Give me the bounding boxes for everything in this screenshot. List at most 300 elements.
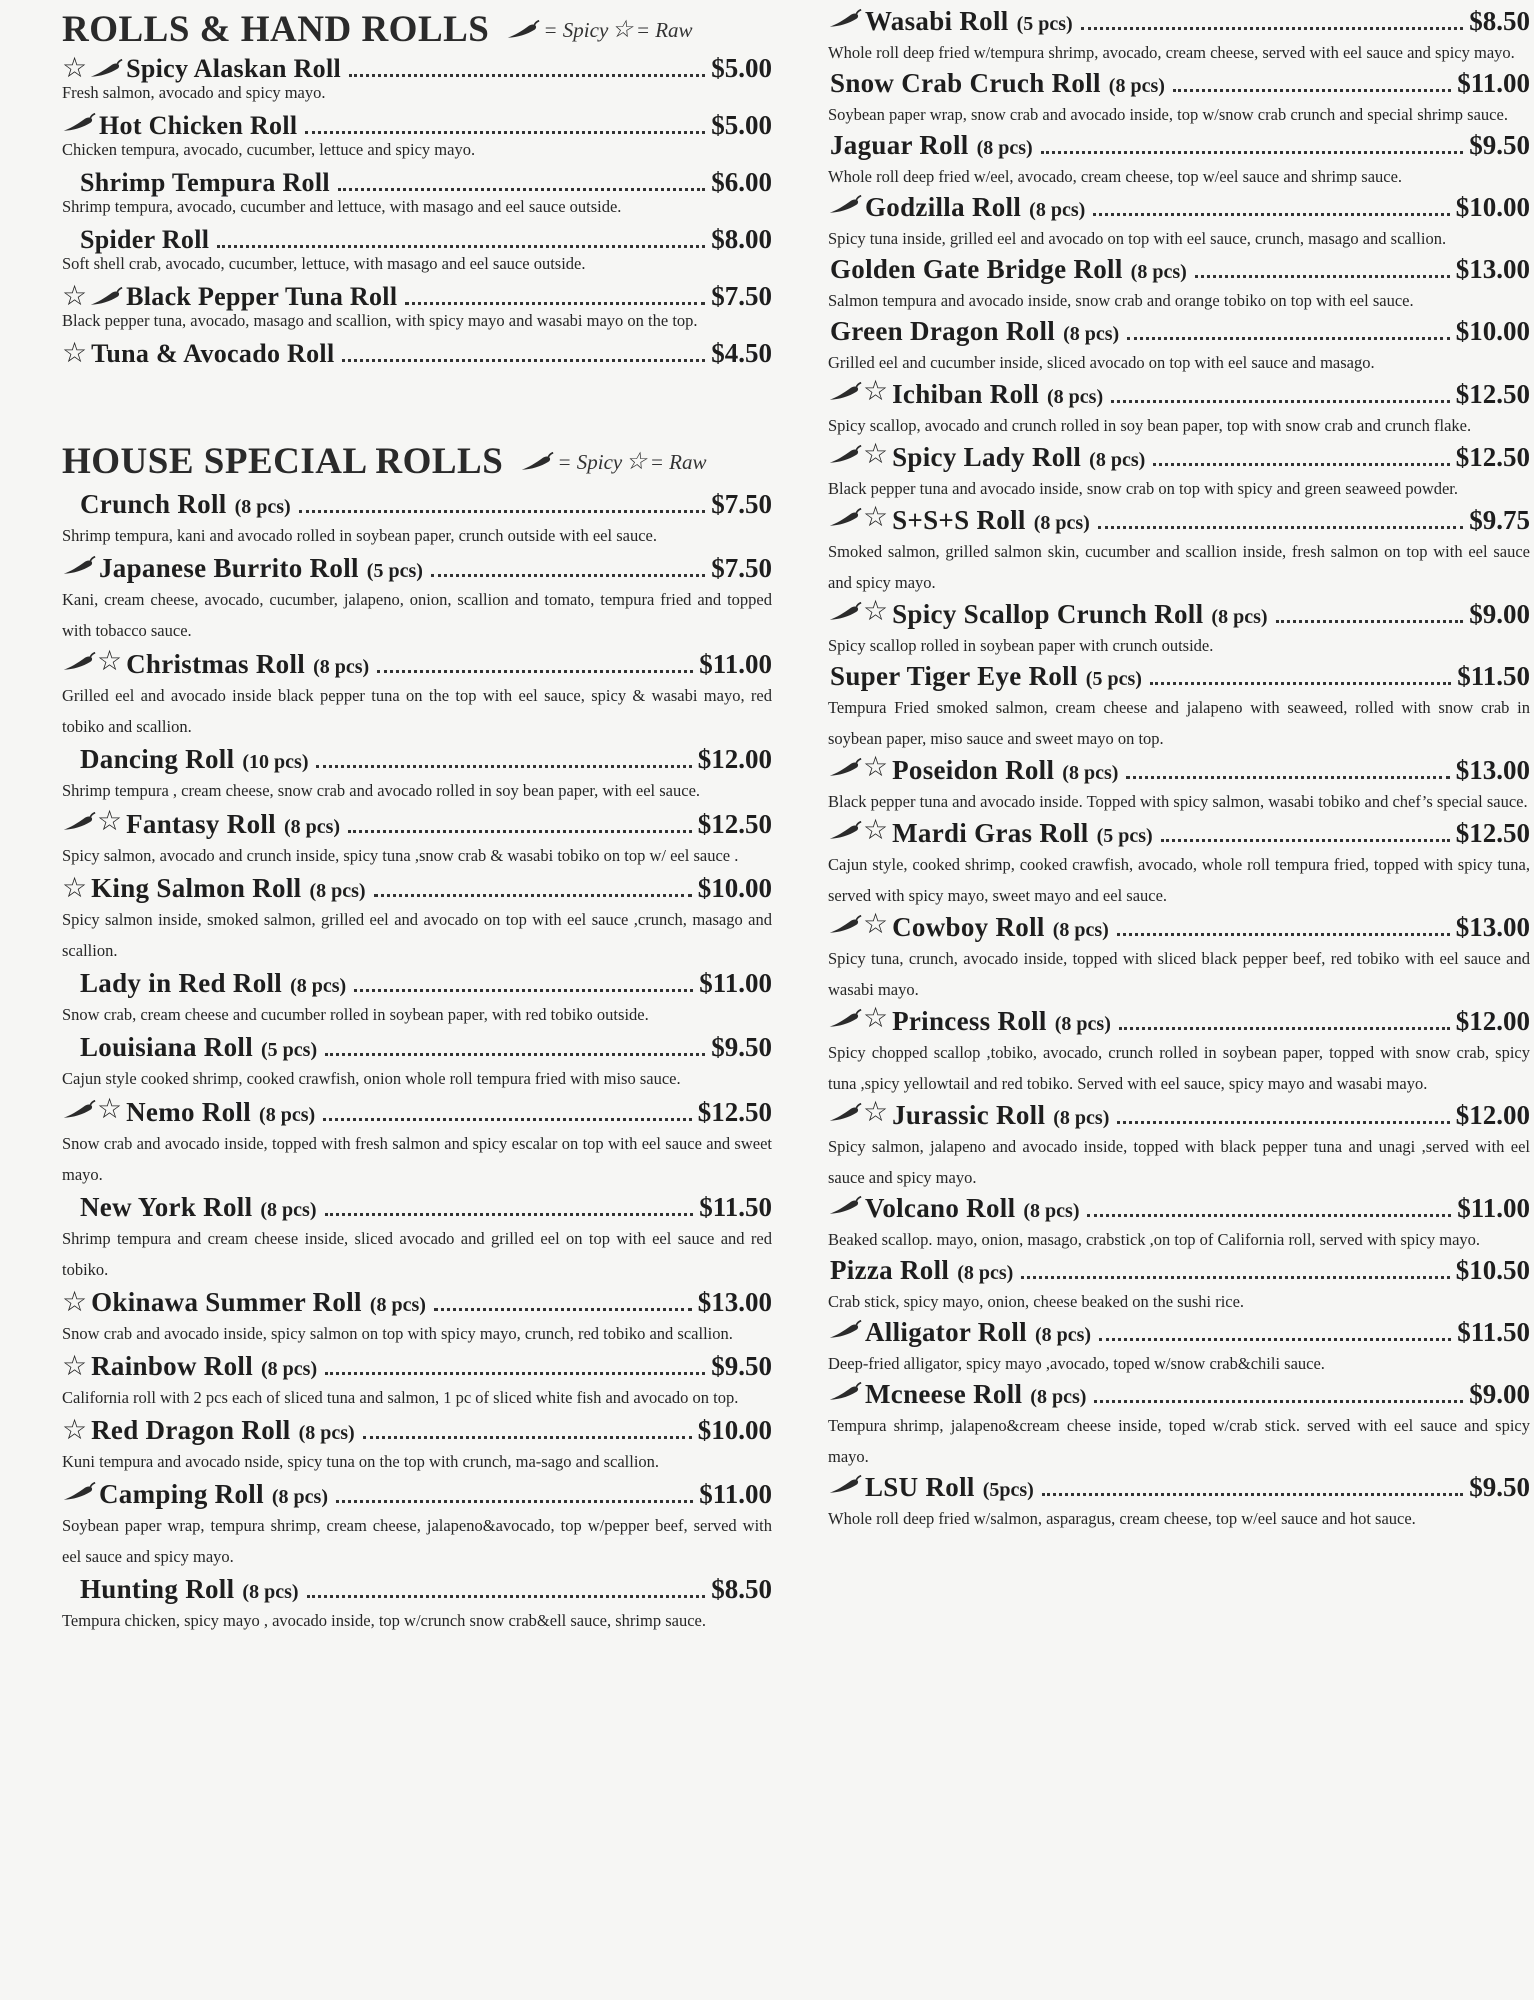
item-pieces: (5 pcs) <box>1016 13 1073 35</box>
item-title-row <box>62 968 772 999</box>
item-name: Hot Chicken Roll <box>99 111 298 140</box>
item-badges <box>62 55 124 83</box>
menu-item-nemo-roll <box>62 1096 772 1190</box>
item-pieces: (8 pcs) <box>1033 512 1090 534</box>
menu-item-japanese-burrito-roll <box>62 553 772 646</box>
item-badges <box>828 1005 890 1033</box>
item-description: Chicken tempura, avocado, cucumber, lettuce and spicy mayo. <box>62 140 476 159</box>
item-name: Spicy Lady Roll <box>892 442 1082 472</box>
legend-raw-label: = Raw <box>649 449 707 474</box>
item-price: $9.50 <box>711 1032 772 1062</box>
item-price: $13.00 <box>1455 912 1530 942</box>
section-heading <box>62 8 772 51</box>
star-icon: ☆ <box>62 873 88 904</box>
section-title: ROLLS & HAND ROLLS <box>62 9 490 50</box>
item-name: Crunch Roll <box>80 489 227 519</box>
dot-leader <box>325 1213 694 1216</box>
item-description: Beaked scallop. mayo, onion, masago, crabstick ,on top of California roll, served with spicy mayo. <box>828 1230 1481 1249</box>
item-name: S+S+S Roll <box>892 505 1026 535</box>
star-icon: ☆ <box>863 752 889 783</box>
item-title-row <box>62 1192 772 1223</box>
menu-item-alligator-roll <box>828 1317 1530 1379</box>
item-name: Louisiana Roll <box>80 1032 254 1062</box>
item-price: $13.00 <box>1455 254 1530 284</box>
dot-leader <box>299 510 706 513</box>
star-icon: ☆ <box>97 1094 123 1125</box>
item-title-row <box>828 1379 1530 1410</box>
item-name: Spider Roll <box>80 225 210 254</box>
item-pieces: (10 pcs) <box>242 751 309 773</box>
item-pieces: (5 pcs) <box>261 1039 318 1061</box>
item-price: $7.50 <box>711 553 772 583</box>
item-title-row <box>828 1472 1530 1503</box>
item-title-row <box>828 1317 1530 1348</box>
dot-leader <box>1093 213 1449 216</box>
item-badges <box>62 1481 97 1503</box>
menu-item-hot-chicken-roll <box>62 110 772 161</box>
item-name: Rainbow Roll <box>91 1351 253 1381</box>
dot-leader <box>1098 526 1463 529</box>
item-title-row <box>62 648 772 680</box>
menu-item-mcneese-roll <box>828 1379 1530 1472</box>
item-name: Lady in Red Roll <box>80 968 283 998</box>
menu-item-dancing-roll <box>62 744 772 806</box>
item-price: $6.00 <box>711 167 772 197</box>
dot-leader <box>217 245 705 248</box>
dot-leader <box>338 188 705 191</box>
menu-item-new-york-roll <box>62 1192 772 1285</box>
item-title-row <box>828 1255 1530 1286</box>
star-icon: ☆ <box>863 1097 889 1128</box>
item-title-row <box>62 1351 772 1382</box>
star-icon: ☆ <box>625 449 647 475</box>
star-icon: ☆ <box>863 909 889 940</box>
item-pieces: (5pcs) <box>982 1479 1034 1501</box>
item-price: $9.00 <box>1469 1379 1530 1409</box>
item-name: Green Dragon Roll <box>830 316 1056 346</box>
item-description: Spicy tuna, crunch, avocado inside, topped with sliced black pepper beef, red tobiko with eel sauce and wasabi mayo. <box>828 949 1530 999</box>
dot-leader <box>1111 400 1450 403</box>
item-price: $11.00 <box>699 1479 772 1509</box>
item-title-row <box>828 192 1530 223</box>
item-title-row <box>828 911 1530 943</box>
menu-item-okinawa-summer-roll <box>62 1287 772 1349</box>
item-title-row <box>828 316 1530 347</box>
item-pieces: (8 pcs) <box>298 1422 355 1444</box>
item-pieces: (5 pcs) <box>1085 668 1142 690</box>
item-badges <box>62 1289 89 1317</box>
menu-item-shrimp-tempura-roll <box>62 167 772 218</box>
item-badges <box>828 754 890 782</box>
item-title-row <box>62 167 772 198</box>
menu-item-tuna-avocado-roll <box>62 338 772 369</box>
item-price: $11.50 <box>1457 1317 1530 1347</box>
item-description: Whole roll deep fried w/eel, avocado, cream cheese, top w/eel sauce and shrimp sauce. <box>828 167 1403 186</box>
item-name: Shrimp Tempura Roll <box>80 168 330 197</box>
item-price: $9.75 <box>1469 505 1530 535</box>
item-title-row <box>828 68 1530 99</box>
item-description: Black pepper tuna and avocado inside. Topped with spicy salmon, wasabi tobiko and chef’s special sauce. <box>828 792 1528 811</box>
item-name: Ichiban Roll <box>892 379 1040 409</box>
item-price: $5.00 <box>711 110 772 140</box>
item-price: $9.50 <box>1469 1472 1530 1502</box>
dot-leader <box>405 302 705 305</box>
star-icon: ☆ <box>863 1003 889 1034</box>
dot-leader <box>348 830 692 833</box>
item-description: Spicy tuna inside, grilled eel and avocado on top with eel sauce, crunch, masago and scallion. <box>828 229 1447 248</box>
star-icon: ☆ <box>62 53 88 84</box>
pepper-icon <box>828 914 862 936</box>
item-description: Shrimp tempura, kani and avocado rolled in soybean paper, crunch outside with eel sauce. <box>62 526 657 545</box>
pepper-icon <box>828 444 862 466</box>
item-title-row <box>62 1415 772 1446</box>
item-price: $7.50 <box>711 281 772 311</box>
item-name: Japanese Burrito Roll <box>99 553 359 583</box>
item-badges <box>62 808 124 836</box>
item-name: LSU Roll <box>865 1472 975 1502</box>
item-price: $13.00 <box>697 1287 772 1317</box>
item-pieces: (8 pcs) <box>957 1262 1014 1284</box>
item-title-row <box>828 378 1530 410</box>
menu-item-godzilla-roll <box>828 192 1530 254</box>
dot-leader <box>354 989 693 992</box>
item-title-row <box>62 1287 772 1318</box>
item-description: Cajun style, cooked shrimp, cooked crawfish, avocado, whole roll tempura fried, topped with spicy tuna, served with spicy mayo, sweet mayo and eel sauce. <box>828 855 1530 905</box>
section-rolls-hand-rolls <box>62 8 772 369</box>
item-pieces: (8 pcs) <box>1029 199 1086 221</box>
item-description: Spicy salmon, jalapeno and avocado inside, topped with black pepper tuna and unagi ,served with eel sauce and spicy mayo. <box>828 1137 1530 1187</box>
item-title-row <box>62 110 772 141</box>
dot-leader <box>434 1308 692 1311</box>
section-house-special-rolls <box>62 440 772 1638</box>
item-description: Whole roll deep fried w/tempura shrimp, avocado, cream cheese, served with eel sauce and spicy mayo. <box>828 43 1515 62</box>
menu-item-s-s-s-roll <box>828 504 1530 598</box>
item-badges <box>62 340 89 368</box>
item-badges <box>828 817 890 845</box>
item-description: Salmon tempura and avocado inside, snow crab and orange tobiko on top with eel sauce. <box>828 291 1414 310</box>
item-badges <box>828 8 863 30</box>
item-name: Golden Gate Bridge Roll <box>830 254 1123 284</box>
pepper-icon <box>62 1481 96 1503</box>
menu-item-camping-roll <box>62 1479 772 1572</box>
item-description: Smoked salmon, grilled salmon skin, cucumber and scallion inside, fresh salmon on top with eel sauce and spicy mayo. <box>828 542 1530 592</box>
dot-leader <box>431 574 705 577</box>
item-title-row <box>828 1193 1530 1224</box>
item-price: $12.00 <box>1455 1006 1530 1036</box>
menu-item-rainbow-roll <box>62 1351 772 1413</box>
legend-spicy-label: = Spicy <box>557 449 623 474</box>
star-icon: ☆ <box>97 646 123 677</box>
item-pieces: (8 pcs) <box>261 1358 318 1380</box>
item-name: Camping Roll <box>99 1479 264 1509</box>
item-badges <box>828 441 890 469</box>
item-name: Black Pepper Tuna Roll <box>126 282 398 311</box>
item-title-row <box>828 1005 1530 1037</box>
item-price: $10.00 <box>697 1415 772 1445</box>
menu-item-golden-gate-bridge-roll <box>828 254 1530 316</box>
pepper-icon <box>62 651 96 673</box>
item-badges <box>828 911 890 939</box>
menu-item-red-dragon-roll <box>62 1415 772 1477</box>
dot-leader <box>1117 933 1450 936</box>
item-description: Grilled eel and cucumber inside, sliced avocado on top with eel sauce and masago. <box>828 353 1375 372</box>
item-pieces: (8 pcs) <box>1030 1386 1087 1408</box>
star-icon: ☆ <box>863 815 889 846</box>
item-name: Fantasy Roll <box>126 809 276 839</box>
item-badges <box>62 1353 89 1381</box>
item-name: Snow Crab Cruch Roll <box>830 68 1101 98</box>
item-pieces: (5 pcs) <box>366 560 423 582</box>
menu-item-super-tiger-eye-roll <box>828 661 1530 754</box>
item-description: Snow crab and avocado inside, topped with fresh salmon and spicy escalar on top with eel sauce and sweet mayo. <box>62 1134 772 1184</box>
item-title-row <box>62 808 772 840</box>
item-name: Wasabi Roll <box>865 6 1009 36</box>
item-description: Spicy salmon inside, smoked salmon, grilled eel and avocado on top with eel sauce ,crunch, masago and scallion. <box>62 910 772 960</box>
item-name: Dancing Roll <box>80 744 235 774</box>
pepper-icon <box>828 1474 862 1496</box>
dot-leader <box>305 131 705 134</box>
item-description: Tempura chicken, spicy mayo , avocado inside, top w/crunch snow crab&ell sauce, shrimp sauce. <box>62 1611 706 1630</box>
item-description: Spicy scallop rolled in soybean paper with crunch outside. <box>828 636 1214 655</box>
item-description: Cajun style cooked shrimp, cooked crawfish, onion whole roll tempura fried with miso sauce. <box>62 1069 681 1088</box>
item-name: Volcano Roll <box>865 1193 1016 1223</box>
dot-leader <box>1276 620 1464 623</box>
item-pieces: (8 pcs) <box>260 1199 317 1221</box>
item-title-row <box>828 661 1530 692</box>
item-description: Spicy chopped scallop ,tobiko, avocado, crunch rolled in soybean paper, topped with snow crab, spicy tuna ,spicy yellowtail and red tobiko. Served with eel sauce, spicy mayo and wasabi mayo. <box>828 1043 1530 1093</box>
item-pieces: (8 pcs) <box>313 656 370 678</box>
pepper-icon <box>62 1099 96 1121</box>
dot-leader <box>316 765 691 768</box>
item-pieces: (8 pcs) <box>976 137 1033 159</box>
item-price: $11.50 <box>699 1192 772 1222</box>
pepper-icon <box>62 811 96 833</box>
item-pieces: (8 pcs) <box>242 1581 299 1603</box>
star-icon: ☆ <box>97 806 123 837</box>
legend <box>517 450 706 475</box>
item-description: Soft shell crab, avocado, cucumber, lettuce, with masago and eel sauce outside. <box>62 254 586 273</box>
item-price: $12.50 <box>697 1097 772 1127</box>
pepper-icon <box>828 757 862 779</box>
pepper-icon <box>828 1008 862 1030</box>
menu-item-ichiban-roll <box>828 378 1530 441</box>
dot-leader <box>1042 1493 1463 1496</box>
item-description: Deep-fried alligator, spicy mayo ,avocado, toped w/snow crab&chili sauce. <box>828 1354 1325 1373</box>
item-name: Spicy Alaskan Roll <box>126 54 342 83</box>
item-badges <box>828 1099 890 1127</box>
dot-leader <box>323 1118 692 1121</box>
item-badges <box>62 555 97 577</box>
item-name: Spicy Scallop Crunch Roll <box>892 599 1204 629</box>
item-name: Pizza Roll <box>830 1255 950 1285</box>
pepper-icon <box>89 286 123 308</box>
item-pieces: (8 pcs) <box>1211 606 1268 628</box>
item-pieces: (8 pcs) <box>1034 1324 1092 1346</box>
item-name: Princess Roll <box>892 1006 1047 1036</box>
item-description: Spicy scallop, avocado and crunch rolled in soy bean paper, top with snow crab and crunch flake. <box>828 416 1472 435</box>
item-title-row <box>62 873 772 904</box>
menu-item-mardi-gras-roll <box>828 817 1530 911</box>
pepper-icon <box>828 8 862 30</box>
item-description: Kuni tempura and avocado nside, spicy tuna on the top with crunch, ma-sago and scallion. <box>62 1452 660 1471</box>
item-pieces: (8 pcs) <box>1108 75 1165 97</box>
item-name: Jaguar Roll <box>830 130 969 160</box>
menu-item-black-pepper-tuna-roll <box>62 281 772 332</box>
star-icon: ☆ <box>62 1351 88 1382</box>
item-pieces: (8 pcs) <box>271 1486 328 1508</box>
pepper-icon <box>828 820 862 842</box>
item-badges <box>828 1319 863 1341</box>
menu-item-fantasy-roll <box>62 808 772 871</box>
item-price: $11.00 <box>699 968 772 998</box>
menu-item-spicy-alaskan-roll <box>62 53 772 104</box>
item-title-row <box>828 598 1530 630</box>
dot-leader <box>1195 275 1450 278</box>
dot-leader <box>363 1436 692 1439</box>
item-pieces: (8 pcs) <box>1130 261 1187 283</box>
section-heading <box>62 440 772 483</box>
menu-item-volcano-roll <box>828 1193 1530 1255</box>
item-name: Mardi Gras Roll <box>892 818 1089 848</box>
pepper-icon <box>828 1195 862 1217</box>
pepper-icon <box>506 19 540 41</box>
item-pieces: (8 pcs) <box>309 880 366 902</box>
item-price: $9.00 <box>1469 599 1530 629</box>
item-description: Shrimp tempura and cream cheese inside, sliced avocado and grilled eel on top with eel sauce and red tobiko. <box>62 1229 772 1279</box>
dot-leader <box>1126 776 1449 779</box>
item-price: $10.50 <box>1455 1255 1530 1285</box>
pepper-icon <box>828 1319 862 1341</box>
item-name: Alligator Roll <box>865 1317 1027 1347</box>
item-price: $7.50 <box>711 489 772 519</box>
legend <box>503 18 692 43</box>
item-price: $5.00 <box>711 53 772 83</box>
menu-item-crunch-roll <box>62 489 772 551</box>
item-price: $12.50 <box>697 809 772 839</box>
item-pieces: (8 pcs) <box>1052 919 1109 941</box>
item-price: $11.00 <box>1457 68 1530 98</box>
item-price: $8.50 <box>711 1574 772 1604</box>
section-title: HOUSE SPECIAL ROLLS <box>62 441 504 482</box>
item-description: Whole roll deep fried w/salmon, asparagus, cream cheese, top w/eel sauce and hot sauce. <box>828 1509 1416 1528</box>
menu-item-spider-roll <box>62 224 772 275</box>
item-title-row <box>62 1479 772 1510</box>
legend-raw-label: = Raw <box>635 17 693 42</box>
item-badges <box>828 378 890 406</box>
item-badges <box>828 1474 863 1496</box>
item-price: $9.50 <box>711 1351 772 1381</box>
item-name: Okinawa Summer Roll <box>91 1287 362 1317</box>
item-pieces: (8 pcs) <box>1053 1107 1110 1129</box>
item-price: $12.50 <box>1455 442 1530 472</box>
dot-leader <box>342 359 705 362</box>
star-icon: ☆ <box>62 281 88 312</box>
dot-leader <box>1153 463 1449 466</box>
dot-leader <box>1021 1276 1449 1279</box>
dot-leader <box>1119 1027 1450 1030</box>
dot-leader <box>1173 89 1451 92</box>
item-pieces: (8 pcs) <box>1023 1200 1080 1222</box>
item-name: Jurassic Roll <box>892 1100 1046 1130</box>
item-price: $13.00 <box>1455 755 1530 785</box>
star-icon: ☆ <box>62 1287 88 1318</box>
item-description: Snow crab, cream cheese and cucumber rolled in soybean paper, with red tobiko outside. <box>62 1005 649 1024</box>
pepper-icon <box>62 112 96 134</box>
item-title-row <box>62 338 772 369</box>
item-description: Kani, cream cheese, avocado, cucumber, jalapeno, onion, scallion and tomato, tempura fried and topped with tobacco sauce. <box>62 590 772 640</box>
item-badges <box>828 194 863 216</box>
item-name: New York Roll <box>80 1192 253 1222</box>
item-pieces: (8 pcs) <box>1047 386 1104 408</box>
dot-leader <box>1117 1121 1449 1124</box>
item-title-row <box>62 281 772 312</box>
item-name: Christmas Roll <box>126 649 306 679</box>
menu-item-green-dragon-roll <box>828 316 1530 378</box>
pepper-icon <box>828 194 862 216</box>
item-price: $12.00 <box>697 744 772 774</box>
item-pieces: (8 pcs) <box>283 816 341 838</box>
menu-item-wasabi-roll <box>828 6 1530 68</box>
menu-item-spicy-lady-roll <box>828 441 1530 504</box>
item-name: Red Dragon Roll <box>91 1415 291 1445</box>
item-price: $11.00 <box>699 649 772 679</box>
item-name: Cowboy Roll <box>892 912 1045 942</box>
item-name: Poseidon Roll <box>892 755 1055 785</box>
item-price: $11.50 <box>1457 661 1530 691</box>
menu-item-hunting-roll <box>62 1574 772 1636</box>
item-description: California roll with 2 pcs each of sliced tuna and salmon, 1 pc of sliced white fish and avocado on top. <box>62 1388 739 1407</box>
dot-leader <box>1161 839 1450 842</box>
item-title-row <box>828 504 1530 536</box>
menu-item-louisiana-roll <box>62 1032 772 1094</box>
item-title-row <box>62 744 772 775</box>
item-pieces: (8 pcs) <box>1062 762 1119 784</box>
item-price: $4.50 <box>711 338 772 368</box>
menu-item-snow-crab-cruch-roll <box>828 68 1530 130</box>
item-title-row <box>828 254 1530 285</box>
item-title-row <box>828 1099 1530 1131</box>
item-name: King Salmon Roll <box>91 873 302 903</box>
item-name: Hunting Roll <box>80 1574 235 1604</box>
item-price: $10.00 <box>1455 192 1530 222</box>
menu-item-king-salmon-roll <box>62 873 772 966</box>
item-badges <box>62 1417 89 1445</box>
item-title-row <box>62 489 772 520</box>
item-pieces: (8 pcs) <box>1054 1013 1111 1035</box>
pepper-icon <box>62 555 96 577</box>
dot-leader <box>1099 1338 1451 1341</box>
star-icon: ☆ <box>863 439 889 470</box>
star-icon: ☆ <box>62 338 88 369</box>
star-icon: ☆ <box>863 502 889 533</box>
item-title-row <box>828 817 1530 849</box>
menu-item-lady-in-red-roll <box>62 968 772 1030</box>
item-price: $11.00 <box>1457 1193 1530 1223</box>
item-description: Tempura Fried smoked salmon, cream cheese and jalapeno with seaweed, rolled with snow crab in soybean paper, miso sauce and sweet mayo on top. <box>828 698 1530 748</box>
item-badges <box>828 1195 863 1217</box>
item-description: Shrimp tempura , cream cheese, snow crab and avocado rolled in soy bean paper, with eel sauce. <box>62 781 701 800</box>
menu-item-lsu-roll <box>828 1472 1530 1534</box>
pepper-icon <box>828 381 862 403</box>
menu-item-jaguar-roll <box>828 130 1530 192</box>
item-pieces: (8 pcs) <box>1089 449 1146 471</box>
dot-leader <box>1094 1400 1463 1403</box>
item-pieces: (5 pcs) <box>1096 825 1153 847</box>
item-title-row <box>828 754 1530 786</box>
menu-item-poseidon-roll <box>828 754 1530 817</box>
item-badges <box>828 598 890 626</box>
item-pieces: (8 pcs) <box>369 1294 426 1316</box>
